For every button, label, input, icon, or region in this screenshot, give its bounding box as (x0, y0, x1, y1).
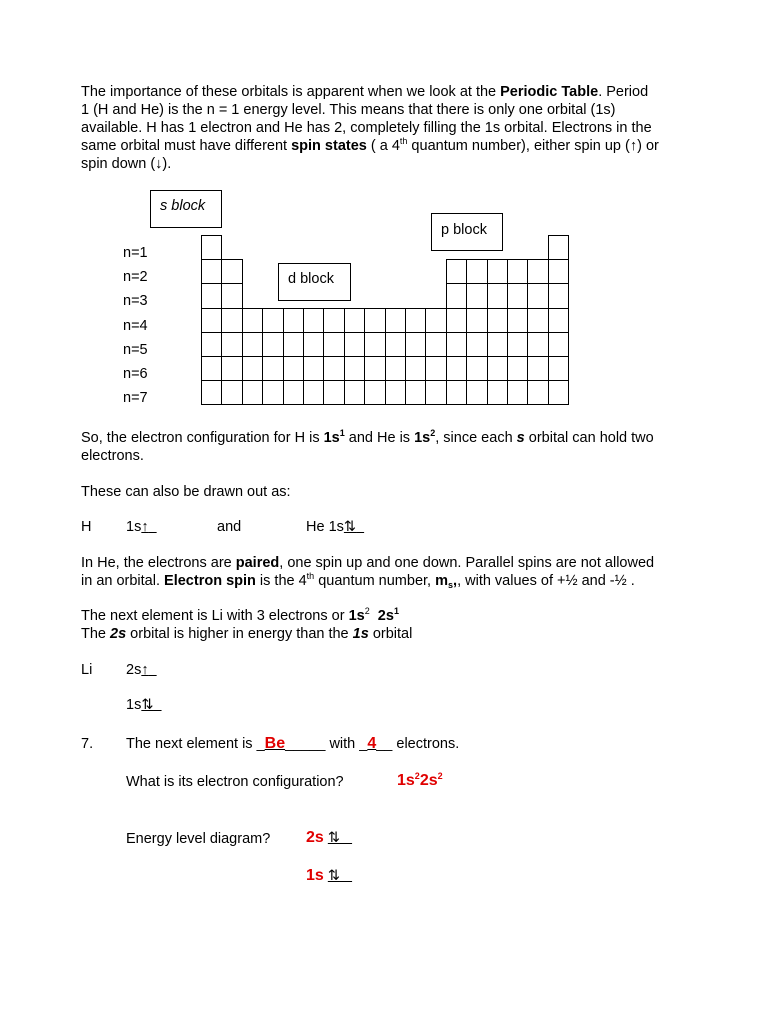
table-cell (262, 308, 283, 333)
table-cell (487, 259, 508, 284)
intro-line-4: same orbital must have different spin states ( a 4th quantum number), either spin up (↑) or (81, 136, 659, 154)
table-cell (507, 283, 528, 308)
table-cell (344, 356, 365, 381)
table-cell (242, 356, 263, 381)
table-cell (364, 308, 385, 333)
table-cell (527, 380, 548, 405)
table-cell (221, 380, 242, 405)
table-cell (466, 283, 487, 308)
table-cell (527, 259, 548, 284)
table-cell (303, 332, 324, 357)
table-cell (425, 380, 446, 405)
intro-line-2: 1 (H and He) is the n = 1 energy level. This means that there is only one orbital (1s) (81, 102, 616, 118)
table-cell (385, 308, 406, 333)
table-cell (323, 380, 344, 405)
table-cell (283, 356, 304, 381)
h-orbital: 1s↑ (126, 519, 149, 535)
table-cell (446, 283, 467, 308)
table-cell (548, 380, 569, 405)
table-cell (303, 356, 324, 381)
table-cell (344, 308, 365, 333)
energy-question: Energy level diagram? (126, 831, 271, 847)
spin-pair-arrow-icon: ⇅ (327, 868, 340, 884)
table-cell (527, 283, 548, 308)
config-question: What is its electron configuration? (126, 774, 344, 790)
p-block-label-box (431, 213, 503, 251)
p-block-label: p block (441, 222, 487, 238)
table-cell (323, 332, 344, 357)
table-cell (405, 308, 426, 333)
table-cell (303, 380, 324, 405)
row-label: n=2 (123, 269, 148, 285)
table-cell (548, 332, 569, 357)
li-2s-orbital: 2s↑ (126, 662, 149, 678)
table-cell (201, 259, 222, 284)
table-cell (242, 380, 263, 405)
li-1s-orbital: 1s⇅ (126, 697, 154, 713)
table-cell (548, 308, 569, 333)
table-cell (548, 356, 569, 381)
table-cell (221, 356, 242, 381)
row-label: n=5 (123, 342, 148, 358)
drawn-intro: These can also be drawn out as: (81, 484, 291, 500)
table-cell (385, 380, 406, 405)
table-cell (487, 283, 508, 308)
li-line-1: The next element is Li with 3 electrons or $1s^2$ $2s^1$ (81, 606, 399, 624)
table-cell (425, 308, 446, 333)
table-cell (242, 308, 263, 333)
table-cell (221, 308, 242, 333)
table-cell (487, 308, 508, 333)
table-cell (262, 356, 283, 381)
table-cell (303, 308, 324, 333)
row-label: n=4 (123, 318, 148, 334)
s-block-label: s block (160, 198, 206, 214)
row-label: n=1 (123, 245, 148, 261)
config-line-1: So, the electron configuration for H is $1s^1$ and He is $1s^2$, since each s orbital can hold two (81, 428, 654, 446)
table-cell (201, 332, 222, 357)
spin-pair-arrow-icon: ⇅ (327, 830, 340, 846)
table-cell (466, 356, 487, 381)
table-cell (548, 283, 569, 308)
table-cell (527, 332, 548, 357)
table-cell (466, 380, 487, 405)
table-cell (221, 283, 242, 308)
answer-count: 4 (367, 735, 377, 752)
config-answer: $1s^22s^2$ (397, 771, 443, 789)
table-cell (364, 380, 385, 405)
table-cell (466, 308, 487, 333)
spin-up-arrow-icon: ↑ (141, 662, 149, 678)
table-cell (466, 259, 487, 284)
table-cell (344, 380, 365, 405)
table-cell (425, 356, 446, 381)
question-7-line: The next element is _Be_____ with _4__ electrons. (126, 735, 460, 752)
table-cell (323, 308, 344, 333)
table-cell (446, 380, 467, 405)
table-cell (221, 259, 242, 284)
table-cell (507, 259, 528, 284)
li-line-2: The 2s orbital is higher in energy than the 1s orbital (81, 626, 413, 642)
table-cell (262, 332, 283, 357)
table-cell (201, 308, 222, 333)
table-cell (507, 332, 528, 357)
table-cell (507, 308, 528, 333)
config-line-2: electrons. (81, 448, 144, 464)
table-cell (487, 356, 508, 381)
energy-level-1s: 1s ⇅ (306, 867, 340, 884)
he-orbital: He 1s⇅ (306, 519, 357, 535)
table-cell (323, 356, 344, 381)
d-block-label-box (278, 263, 351, 301)
table-cell (446, 332, 467, 357)
table-cell (405, 332, 426, 357)
spin-up-arrow-icon: ↑ (141, 519, 149, 535)
table-cell (385, 356, 406, 381)
table-cell (446, 308, 467, 333)
spin-pair-arrow-icon: ⇅ (141, 697, 154, 713)
paired-line-2: in an orbital. Electron spin is the 4th quantum number, $m_s$,, with values of +½ and -½ . (81, 571, 635, 590)
table-cell (527, 308, 548, 333)
table-cell (487, 380, 508, 405)
table-cell (344, 332, 365, 357)
h-label: H (81, 519, 92, 535)
table-cell (446, 259, 467, 284)
table-cell (283, 380, 304, 405)
table-cell (221, 332, 242, 357)
table-cell (242, 332, 263, 357)
table-cell (201, 283, 222, 308)
intro-line-3: available. H has 1 electron and He has 2, completely filling the 1s orbital. Electrons in the (81, 120, 652, 136)
table-cell (201, 356, 222, 381)
table-cell (201, 235, 222, 260)
table-cell (527, 356, 548, 381)
li-label: Li (81, 662, 93, 678)
table-cell (507, 380, 528, 405)
spin-pair-arrow-icon: ⇅ (343, 519, 357, 535)
table-cell (385, 332, 406, 357)
energy-level-2s: 2s ⇅ (306, 829, 340, 846)
intro-line-1: The importance of these orbitals is apparent when we look at the Periodic Table. Period (81, 84, 649, 100)
table-cell (405, 356, 426, 381)
table-cell (283, 332, 304, 357)
table-cell (364, 356, 385, 381)
paired-line-1: In He, the electrons are paired, one spin up and one down. Parallel spins are not allowed (81, 555, 655, 571)
table-cell (466, 332, 487, 357)
table-cell (283, 308, 304, 333)
table-cell (405, 380, 426, 405)
table-cell (487, 332, 508, 357)
s-block-label-box (150, 190, 222, 228)
question-number: 7. (81, 736, 94, 752)
row-label: n=6 (123, 366, 148, 382)
table-cell (507, 356, 528, 381)
table-cell (548, 235, 569, 260)
row-label: n=3 (123, 293, 148, 309)
table-cell (201, 380, 222, 405)
and-label: and (217, 519, 242, 535)
d-block-label: d block (288, 271, 334, 287)
table-cell (425, 332, 446, 357)
table-cell (446, 356, 467, 381)
table-cell (364, 332, 385, 357)
table-cell (262, 380, 283, 405)
intro-line-5: spin down (↓). (81, 156, 172, 172)
table-cell (548, 259, 569, 284)
answer-element: Be (264, 735, 286, 752)
row-label: n=7 (123, 390, 148, 406)
